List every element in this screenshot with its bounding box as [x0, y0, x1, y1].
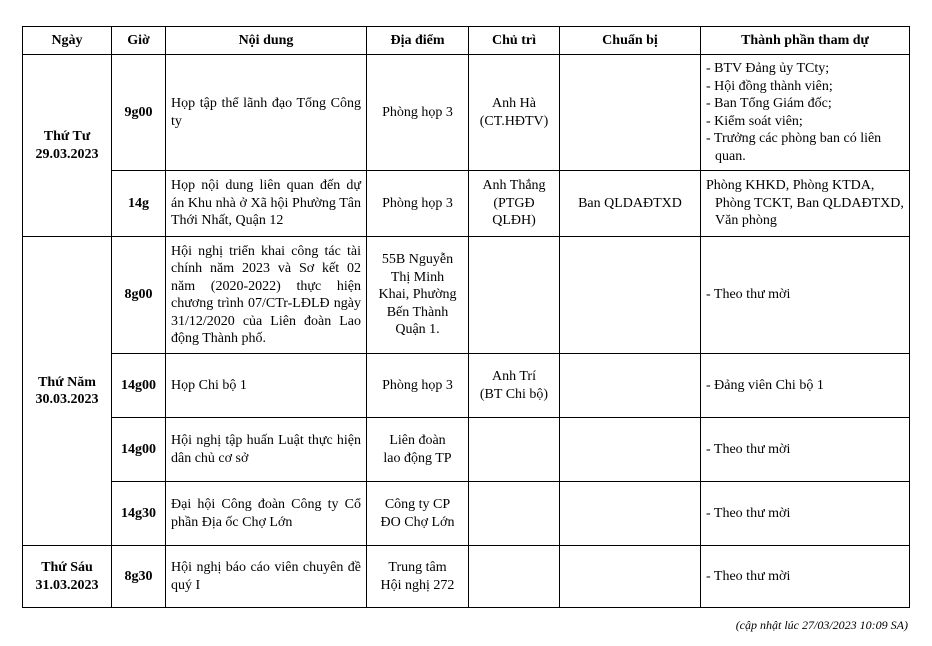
update-note: (cập nhật lúc 27/03/2023 10:09 SA) — [735, 618, 908, 632]
table-row — [23, 546, 910, 608]
text-line: (CT.HĐTV) — [479, 113, 549, 129]
place-cell — [367, 482, 469, 546]
text-line: Phòng họp 3 — [382, 104, 453, 120]
header-prep: Chuẩn bị — [560, 27, 701, 55]
place-cell — [367, 171, 469, 237]
table-row — [23, 55, 910, 171]
text-line: Bến Thành — [386, 304, 449, 320]
content-cell: Hội nghị triển khai công tác tài chính năm 2023 và Sơ kết 02 năm (2020-2022) thực hiện chương trình 07/CTr-LĐLĐ ngày 31/12/2020 của Liên đoàn Lao động Thành phố. — [166, 237, 367, 354]
text-line: Phòng KHKD, Phòng KTDA, Phòng TCKT, Ban QLDAĐTXD, Văn phòng — [706, 178, 904, 229]
text-line: Anh Trí — [492, 369, 536, 384]
text-line: 31.03.2023 — [35, 577, 99, 593]
day-cell — [23, 55, 112, 237]
table-row — [23, 418, 910, 482]
host-cell — [469, 55, 560, 171]
header-place: Địa điểm — [367, 27, 469, 55]
text-line: - Theo thư mời — [706, 441, 791, 457]
text-line: - Kiểm soát viên; — [706, 113, 803, 129]
place-cell — [367, 55, 469, 171]
host-cell — [469, 354, 560, 418]
text-line: 55B Nguyễn — [381, 252, 454, 268]
time-cell: 14g — [112, 171, 166, 237]
host-cell — [469, 237, 560, 354]
text-line: - Theo thư mời — [706, 505, 791, 521]
time-cell: 14g30 — [112, 482, 166, 546]
text-line: 30.03.2023 — [35, 392, 99, 407]
attendees-cell — [701, 354, 910, 418]
text-line: Công ty CP — [384, 497, 451, 512]
text-line: Trung tâm — [388, 560, 447, 575]
content-cell: Đại hội Công đoàn Công ty Cổ phần Địa ốc Chợ Lớn — [166, 482, 367, 546]
place-cell — [367, 546, 469, 608]
table-row — [23, 171, 910, 237]
time-cell: 8g00 — [112, 237, 166, 354]
text-line: - Theo thư mời — [706, 287, 791, 303]
prep-cell — [560, 546, 701, 608]
prep-cell: Ban QLDAĐTXD — [560, 171, 701, 237]
header-time: Giờ — [112, 27, 166, 55]
attendees-cell — [701, 55, 910, 171]
place-cell — [367, 354, 469, 418]
header-row — [23, 27, 910, 55]
text-line: 29.03.2023 — [35, 146, 99, 162]
prep-cell — [560, 55, 701, 171]
time-cell: 14g00 — [112, 354, 166, 418]
text-line: - Đảng viên Chi bộ 1 — [706, 377, 824, 393]
header-host: Chủ trì — [469, 27, 560, 55]
content-cell: Hội nghị báo cáo viên chuyên đề quý I — [166, 546, 367, 608]
text-line: Liên đoàn — [389, 433, 446, 448]
day-cell — [23, 546, 112, 608]
content-cell: Họp nội dung liên quan đến dự án Khu nhà ở Xã hội Phường Tân Thới Nhất, Quận 12 — [166, 171, 367, 237]
schedule-body — [23, 55, 910, 608]
content-cell: Hội nghị tập huấn Luật thực hiện dân chủ cơ sở — [166, 418, 367, 482]
attendees-cell — [701, 237, 910, 354]
host-cell — [469, 171, 560, 237]
attendees-cell — [701, 418, 910, 482]
text-line: ĐO Chợ Lớn — [380, 514, 455, 530]
host-cell — [469, 546, 560, 608]
attendees-cell — [701, 546, 910, 608]
text-line: - Trưởng các phòng ban có liên quan. — [706, 131, 882, 164]
time-cell: 9g00 — [112, 55, 166, 171]
text-line: - BTV Đảng ủy TCty; — [706, 61, 830, 76]
text-line: Anh Hà — [492, 96, 536, 111]
content-cell: Họp tập thể lãnh đạo Tổng Công ty — [166, 55, 367, 171]
text-line: Quận 1. — [395, 322, 440, 338]
time-cell: 8g30 — [112, 546, 166, 608]
prep-cell — [560, 354, 701, 418]
text-line: - Ban Tổng Giám đốc; — [706, 96, 832, 111]
header-attendees: Thành phần tham dự — [701, 27, 910, 55]
content-cell: Họp Chi bộ 1 — [166, 354, 367, 418]
time-cell: 14g00 — [112, 418, 166, 482]
place-cell — [367, 237, 469, 354]
attendees-cell — [701, 482, 910, 546]
table-row — [23, 354, 910, 418]
text-line: (BT Chi bộ) — [479, 386, 549, 402]
place-cell — [367, 418, 469, 482]
text-line: Thứ Sáu — [41, 560, 93, 575]
text-line: Thị Minh — [390, 269, 445, 285]
day-cell — [23, 237, 112, 546]
text-line: Hội nghị 272 — [380, 577, 455, 593]
schedule-table — [22, 26, 910, 608]
text-line: Khai, Phường — [378, 287, 457, 303]
header-content: Nội dung — [166, 27, 367, 55]
text-line: Thứ Năm — [38, 374, 96, 390]
text-line: Phòng họp 3 — [382, 377, 453, 393]
text-line: QLĐH) — [492, 213, 536, 229]
text-line: Thứ Tư — [43, 129, 91, 144]
attendees-cell — [701, 171, 910, 237]
host-cell — [469, 418, 560, 482]
header-day: Ngày — [23, 27, 112, 55]
text-line: Phòng họp 3 — [382, 195, 453, 211]
table-row — [23, 482, 910, 546]
text-line: Anh Thắng — [482, 178, 546, 194]
text-line: - Hội đồng thành viên; — [706, 78, 833, 94]
table-row — [23, 237, 910, 354]
prep-cell — [560, 237, 701, 354]
host-cell — [469, 482, 560, 546]
text-line: - Theo thư mời — [706, 568, 791, 584]
text-line: (PTGĐ — [493, 195, 535, 211]
prep-cell — [560, 418, 701, 482]
text-line: lao động TP — [383, 450, 452, 466]
prep-cell — [560, 482, 701, 546]
